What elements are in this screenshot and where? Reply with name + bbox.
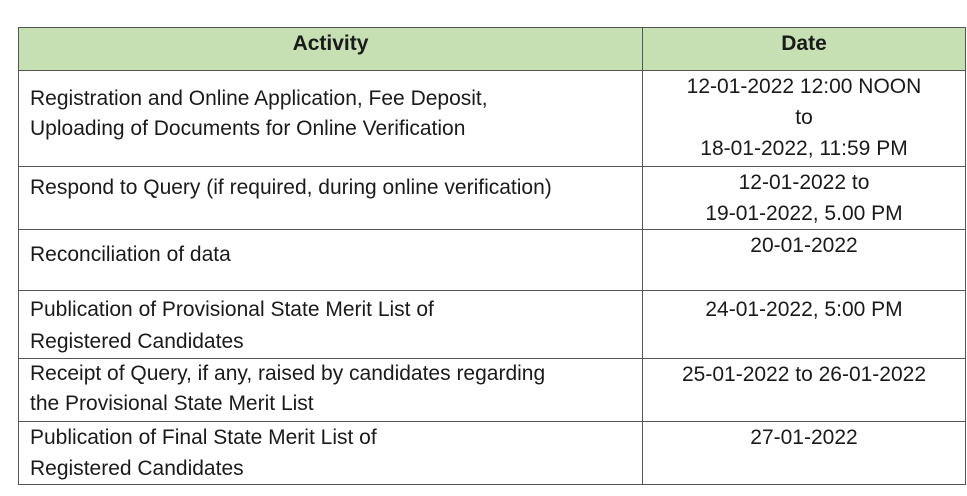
activity-text: Reconciliation of data [30,243,231,266]
schedule-table [18,27,966,485]
date-text: 12-01-2022 12:00 NOON [686,75,922,98]
table-row [19,230,966,291]
date-text: 25-01-2022 to 26-01-2022 [681,363,927,386]
date-cell [643,422,966,485]
table-row [19,291,966,359]
date-text: 12-01-2022 to [738,171,870,194]
table-header-row [19,28,966,71]
table-row [19,422,966,485]
activity-cell [19,230,643,291]
table-row [19,71,966,167]
table-row [19,359,966,422]
activity-cell [19,167,643,230]
activity-text: Publication of Provisional State Merit List of [30,298,434,321]
date-column-header: Date [643,28,966,71]
activity-text: the Provisional State Merit List [30,392,314,415]
table-row [19,167,966,230]
date-text: 20-01-2022 [750,234,858,257]
activity-text: Respond to Query (if required, during online verification) [30,176,552,199]
activity-text: Registration and Online Application, Fee Deposit, [30,87,488,110]
activity-cell [19,71,643,167]
activity-cell [19,422,643,485]
date-text: 27-01-2022 [750,426,858,449]
date-text: 19-01-2022, 5.00 PM [705,202,903,225]
date-text: 18-01-2022, 11:59 PM [700,137,908,160]
date-text: to [795,106,813,129]
date-text: 24-01-2022, 5:00 PM [705,298,903,321]
activity-text: Registered Candidates [30,457,244,480]
activity-text: Registered Candidates [30,330,244,353]
date-cell [643,230,966,291]
activity-text: Uploading of Documents for Online Verification [30,117,466,140]
date-cell [643,167,966,230]
activity-column-header: Activity [19,28,643,71]
activity-text: Receipt of Query, if any, raised by candidates regarding [30,362,546,385]
date-cell [643,291,966,359]
date-cell [643,71,966,167]
activity-text: Publication of Final State Merit List of [30,426,377,449]
activity-cell [19,359,643,422]
activity-cell [19,291,643,359]
date-cell [643,359,966,422]
